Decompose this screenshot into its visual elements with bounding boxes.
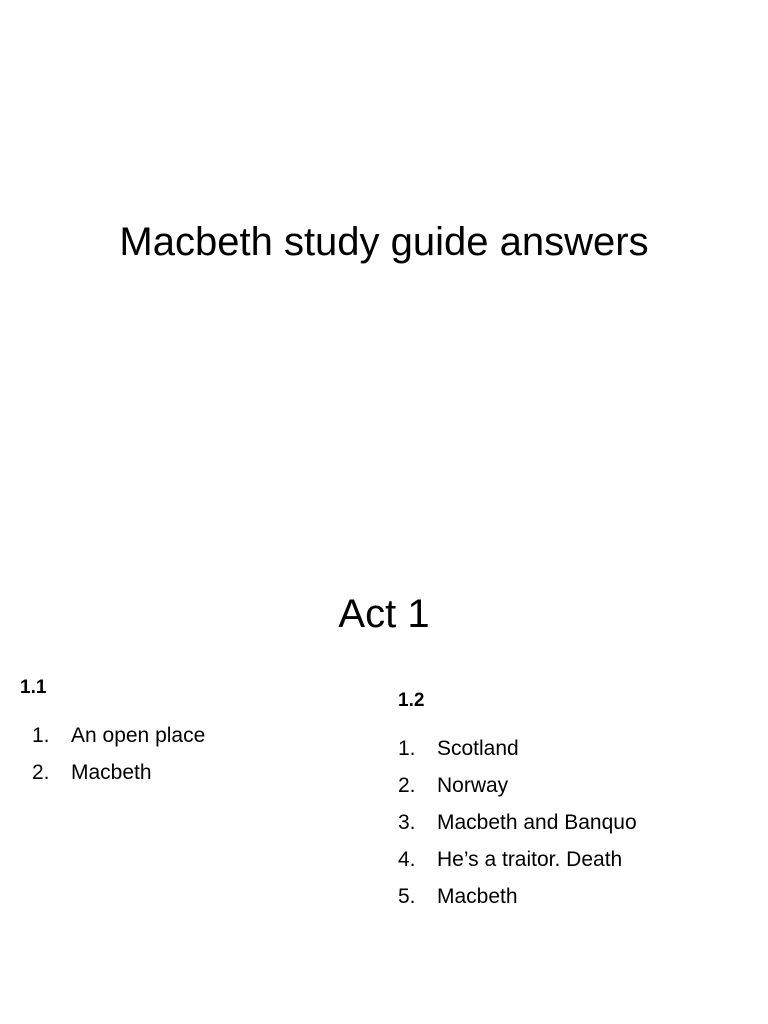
list-item-number: 2. (398, 774, 416, 797)
act-1-slide (0, 512, 768, 1024)
answer-list-1-1 (32, 717, 205, 791)
list-item (398, 878, 637, 915)
list-item-text: He’s a traitor. Death (437, 848, 623, 871)
list-item (32, 754, 205, 791)
list-item-text: Macbeth (71, 761, 152, 784)
list-item (398, 804, 637, 841)
list-item-text: Macbeth (437, 885, 518, 908)
section-heading-1-1: 1.1 (20, 677, 47, 698)
list-item (398, 730, 637, 767)
list-item (32, 717, 205, 754)
list-item (398, 767, 637, 804)
presentation-title: Macbeth study guide answers (119, 220, 649, 264)
list-item-number: 3. (398, 811, 416, 834)
list-item-number: 5. (398, 885, 416, 908)
list-item-text: An open place (71, 724, 206, 747)
answer-list-1-2 (398, 730, 637, 915)
list-item-text: Scotland (437, 737, 519, 760)
list-item-text: Macbeth and Banquo (437, 811, 637, 834)
list-item-text: Norway (437, 774, 509, 797)
act-title: Act 1 (338, 592, 430, 636)
list-item (398, 841, 637, 878)
list-item-number: 2. (32, 761, 50, 784)
list-item-number: 4. (398, 848, 416, 871)
list-item-number: 1. (398, 737, 416, 760)
list-item-number: 1. (32, 724, 50, 747)
section-heading-1-2: 1.2 (398, 690, 425, 711)
